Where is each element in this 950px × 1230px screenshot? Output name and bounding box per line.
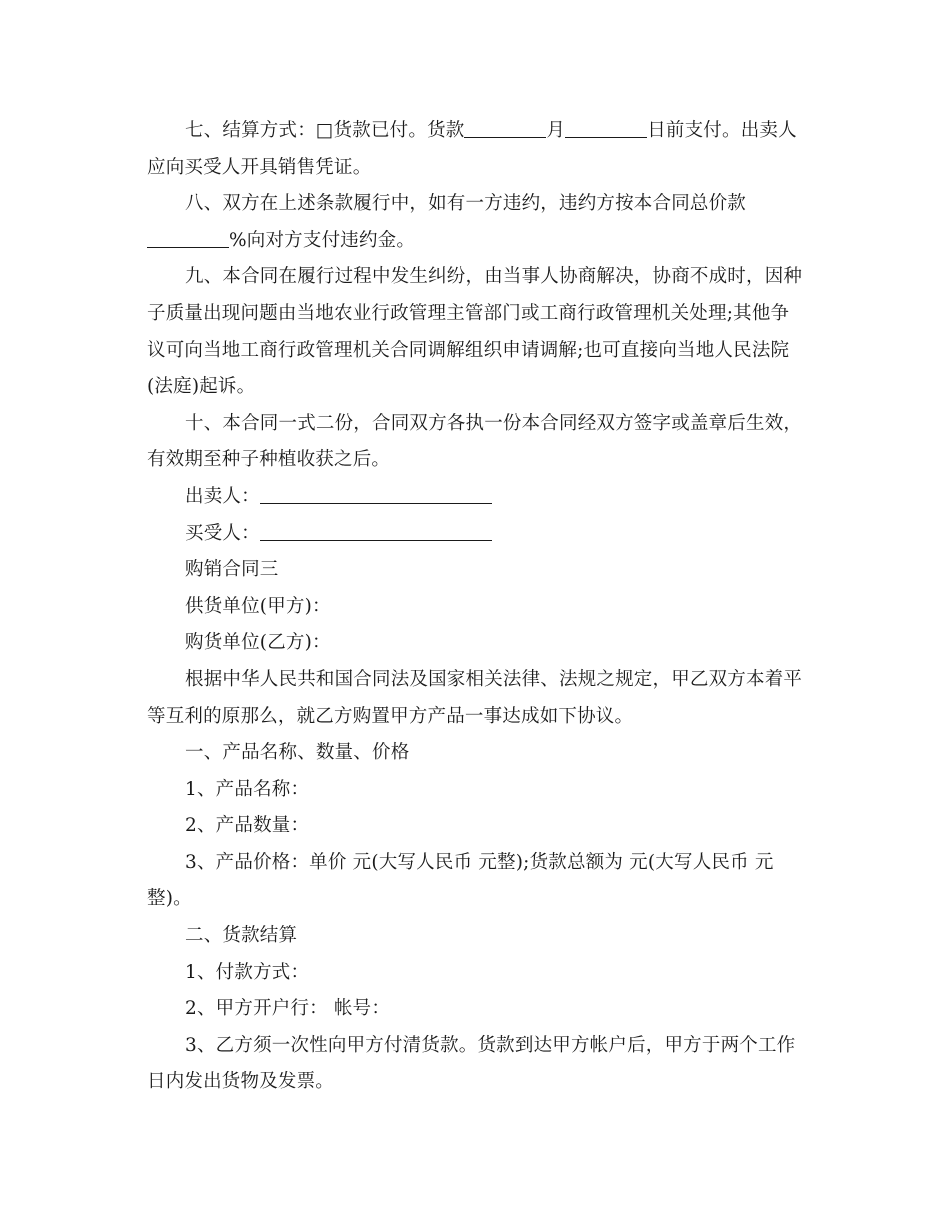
clause-7: [147, 113, 803, 186]
supplier-line: 供货单位(甲方)：: [185, 595, 331, 617]
buyer-signature: [147, 516, 803, 553]
item-2-3: 3、乙方须一次性向甲方付清货款。货款到达甲方帐户后，甲方于两个工作日内发出货物及发票。: [147, 1034, 796, 1093]
document-body: [147, 113, 803, 1101]
clause-7-text-c: 日前支付。出卖人应向买受人开具销售凭证。: [147, 120, 797, 178]
item-1-2: 2、产品数量：: [185, 815, 310, 837]
clause-8: [147, 186, 803, 223]
buyer-label: 买受人：: [185, 522, 260, 544]
seller-label: 出卖人：: [185, 485, 260, 507]
clause-7-text-b: 月: [546, 120, 566, 141]
clause-10: 十、本合同一式二份，合同双方各执一份本合同经双方签字或盖章后生效，有效期至种子种植收获之后。: [147, 412, 803, 471]
item-2-1: 1、付款方式：: [185, 961, 310, 983]
blank-amount: [464, 119, 546, 138]
buyer-signature-line: [260, 522, 492, 541]
clause-9: 九、本合同在履行过程中发生纠纷，由当事人协商解决，协商不成时，因种子质量出现问题由当地农业行政管理主管部门或工商行政管理机关处理;其他争议可向当地工商行政管理机关合同调解组织申请调解;也可直接向当地人民法院(法庭)起诉。: [147, 266, 803, 398]
clause-7-text-a: 七、结算方式：□货款已付。货款: [185, 120, 465, 141]
section-2-title: 二、货款结算: [185, 925, 298, 947]
item-1-1: 1、产品名称：: [185, 778, 310, 800]
item-1-3: 3、产品价格：单价 元(大写人民币 元整);货款总额为 元(大写人民币 元整)。: [147, 851, 774, 910]
item-2-2: 2、甲方开户行： 帐号：: [185, 998, 391, 1020]
section-1-title: 一、产品名称、数量、价格: [185, 742, 410, 764]
clause-8-text-b: %向对方支付违约金。: [229, 229, 416, 251]
seller-signature-line: [260, 485, 492, 504]
seller-signature: [147, 479, 803, 516]
clause-8-cont: [147, 223, 803, 260]
preamble: 根据中华人民共和国合同法及国家相关法律、法规之规定，甲乙双方本着平等互利的原那么，就乙方购置甲方产品一事达成如下协议。: [147, 668, 803, 727]
clause-8-text-a: 八、双方在上述条款履行中，如有一方违约，违约方按本合同总价款: [185, 193, 747, 215]
purchaser-line: 购货单位(乙方)：: [185, 632, 331, 654]
blank-month: [565, 119, 647, 138]
blank-percent: [147, 229, 229, 248]
contract-3-title: 购销合同三: [185, 559, 279, 581]
